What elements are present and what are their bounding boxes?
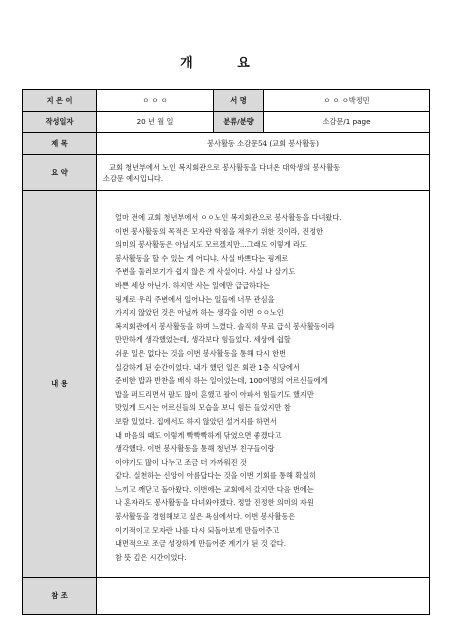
content-line: 얼마 전에 교회 청년부에서 ㅇㅇ노인 복지회관으로 봉사활동을 다녀왔다. [115, 213, 342, 222]
content-line: 맛있게 드시는 어르신들의 모습을 보니 힘든 들었지만 참 [115, 403, 291, 413]
content-line: 생각했다. 이번 봉사활동을 통해 청년부 친구들이랑 [115, 444, 275, 454]
content-line: 실감하게 된 순간이었다. 내가 했던 일은 회관 1층 식당에서 [115, 362, 300, 372]
content-line: 복지회관에서 봉사활동을 하며 느꼈다. 솔직히 무료 급식 봉사활동이라 [115, 321, 335, 331]
author-value: ㅇ ㅇ ㅇ [97, 90, 214, 112]
date-label: 작성일자 [23, 112, 97, 133]
content-line: 핑계로 우리 주변에서 일어나는 일들에 너무 관심을 [115, 294, 275, 304]
summary-form-table [22, 89, 430, 615]
content-label: 내 용 [23, 191, 97, 578]
content-line: 준비한 밥과 반찬을 배식 하는 일이었는데, 100여명의 어르신들에게 [115, 376, 328, 386]
content-line: 의미의 봉사활동은 아닐지도 모르겠지만...그래도 이렇게 라도 [115, 240, 307, 250]
content-line: 내면적으로 조금 성장하게 만들어준 계기가 된 것 같다. [115, 539, 287, 549]
subject-label: 제 목 [23, 133, 97, 155]
content-line: 봉사활동을 경험해보고 싶은 욕심에서다. 이번 봉사활동은 [115, 512, 296, 522]
category-label: 분류/분량 [214, 112, 264, 133]
content-body [97, 191, 430, 578]
content-line: 내 마음의 때도 이렇게 빡빡빡하게 닦였으면 좋겠다고 [115, 430, 282, 440]
content-line: 밥을 퍼드리면서 팔도 많이 흔했고 팔이 아파서 힘들기도 했지만 [115, 389, 314, 399]
content-line: 느끼고 깨닫고 돌아왔다. 이번에는 교회에서 갔지만 다음 번에는 [115, 484, 314, 494]
reference-label: 참 조 [23, 578, 97, 615]
content-line: 참 뜻 깊은 시간이었다. [115, 552, 187, 562]
content-line: 바쁜 세상 아닌가. 하지만 사는 일에만 급급하다는 [115, 280, 270, 290]
reference-value [97, 578, 430, 615]
summary-line: 교회 청년부에서 노인 복지회관으로 봉사활동을 다녀온 대학생의 봉사활동 [109, 162, 341, 172]
summary-label: 요 약 [23, 155, 97, 191]
content-line: 이야기도 많이 나누고 조금 더 가까워진 것 [115, 457, 247, 467]
category-value: 소감문/1 page [264, 112, 430, 133]
summary-line: 소감문 예시입니다. [103, 173, 164, 183]
content-line: 나 혼자라도 봉사활동을 다녀와야겠다. 정말 진정한 의미의 자원 [115, 498, 314, 508]
content-line: 봉사활동을 할 수 있는 게 어디냐. 사실 바쁘다는 핑계로 [115, 253, 289, 263]
content-line: 만만하게 생각했었는데, 생각보다 힘들었다. 세상에 쉽할 [115, 335, 291, 345]
author-label: 지 은 이 [23, 90, 97, 112]
content-line: 보람 있었다. 집에서도 하지 않았던 설거지를 하면서 [115, 416, 277, 426]
content-line: 쉬운 일은 없다는 것을 이번 봉사활동을 통해 다시 한번 [115, 348, 287, 358]
content-line: 이번 봉사활동의 목적은 모자란 학점을 채우기 위한 것이라, 진정한 [115, 226, 324, 236]
title-book-label: 서 명 [214, 90, 264, 112]
title-book-value: ㅇ ㅇ ㅇ박정민 [264, 90, 430, 112]
date-value: 20 년 월 일 [97, 112, 214, 133]
content-line: 이기적이고 모자란 나를 다시 되돌아보게 만들어주고 [115, 525, 280, 535]
content-line: 같다. 실천하는 신앙이 아름답다는 것을 이번 기회를 통해 확실히 [115, 471, 317, 481]
content-line: 주변을 둘러보기가 쉽지 않은 게 사실이다. 사실 나 살기도 [115, 267, 296, 277]
subject-value: 봉사활동 소감문54 (교회 봉사활동) [97, 133, 430, 155]
document-title: 개 요 [180, 56, 270, 71]
summary-text [97, 155, 430, 191]
content-line: 가지지 않았던 것은 아닐까 하는 생각을 이번 ㅇㅇ노인 [115, 308, 284, 318]
